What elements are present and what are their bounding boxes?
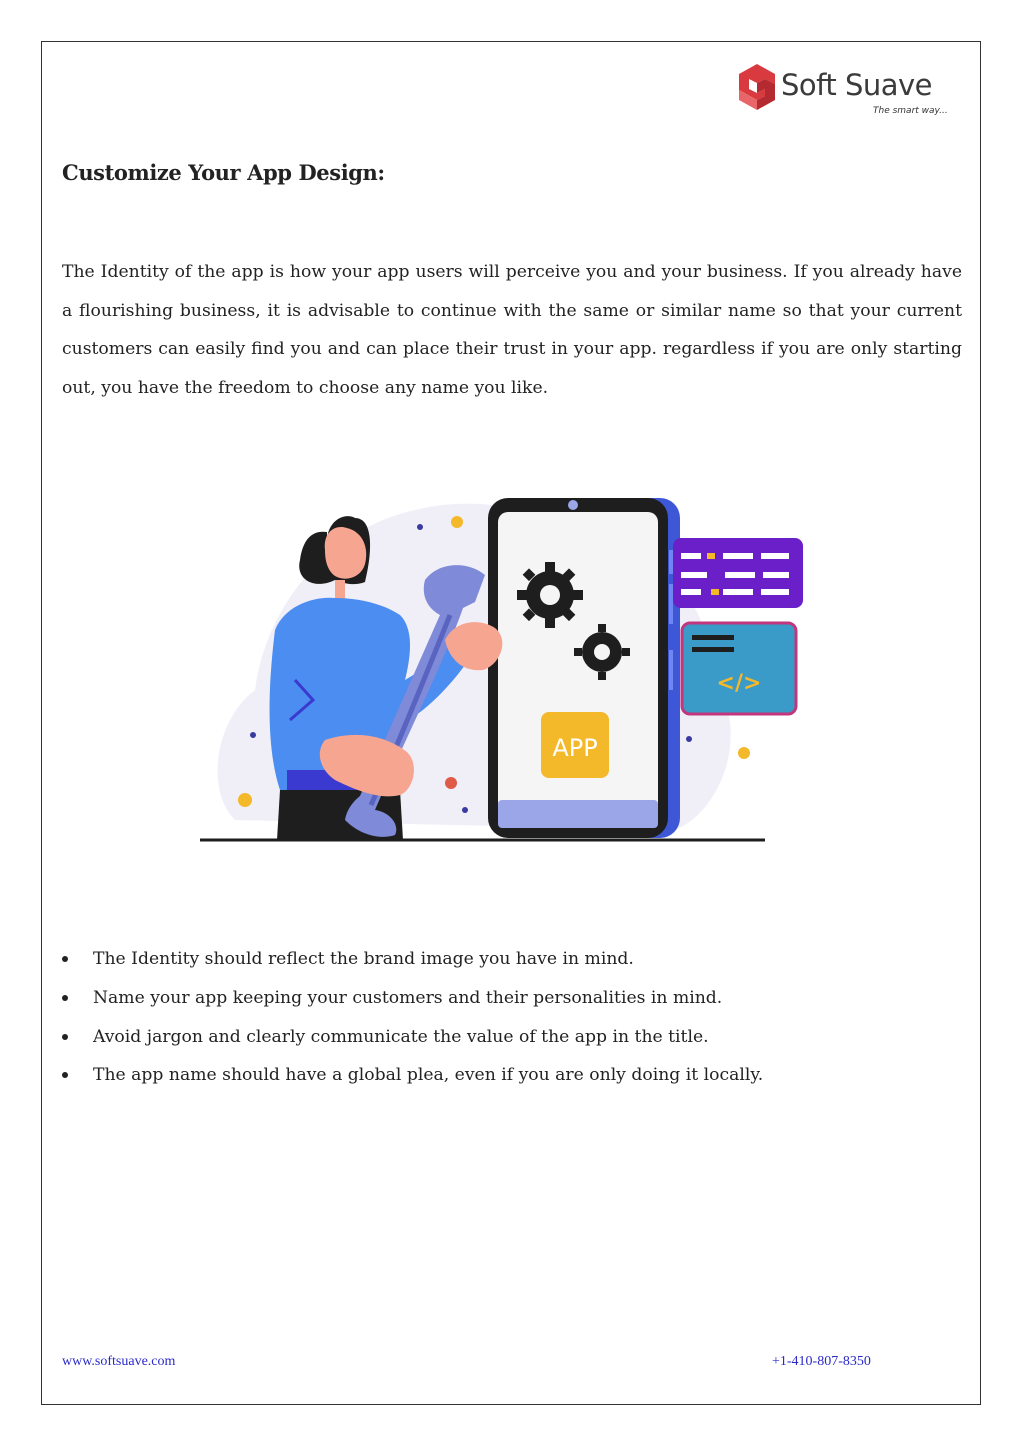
list-item — [62, 979, 962, 1018]
logo-wordmark: Soft Suave — [781, 68, 933, 102]
code-symbol: </> — [716, 671, 762, 696]
bullet-list — [62, 940, 962, 1095]
body-paragraph: The Identity of the app is how your app users will perceive you and your business. If you already have a flourishing business, it is advisable to continue with the same or similar name so that your current customers can easily find you and can place their trust in your app. regardless if you are only starting out, you have the freedom to choose any name you like. — [62, 262, 962, 399]
footer-phone-link[interactable]: +1-410-807-8350 — [772, 1354, 871, 1369]
app-design-illustration — [195, 490, 815, 850]
company-logo — [735, 60, 948, 122]
list-item — [62, 1018, 962, 1057]
bullet-text: The Identity should reflect the brand image you have in mind. — [93, 949, 634, 969]
section-heading: Customize Your App Design: — [62, 160, 385, 185]
bullet-icon — [62, 995, 68, 1001]
list-item — [62, 1056, 962, 1095]
bullet-text: Avoid jargon and clearly communicate the value of the app in the title. — [93, 1026, 709, 1047]
bullet-icon — [62, 1072, 68, 1078]
app-badge-label: APP — [552, 734, 598, 762]
bullet-icon — [62, 1034, 68, 1040]
logo-cube-icon — [735, 60, 779, 116]
list-item — [62, 940, 962, 979]
logo-tagline: The smart way... — [873, 106, 948, 116]
bullet-icon — [62, 956, 68, 962]
footer-website-link[interactable]: www.softsuave.com — [62, 1354, 176, 1369]
bullet-text: Name your app keeping your customers and their personalities in mind. — [93, 987, 723, 1008]
bullet-text: The app name should have a global plea, even if you are only doing it locally. — [93, 1065, 764, 1086]
